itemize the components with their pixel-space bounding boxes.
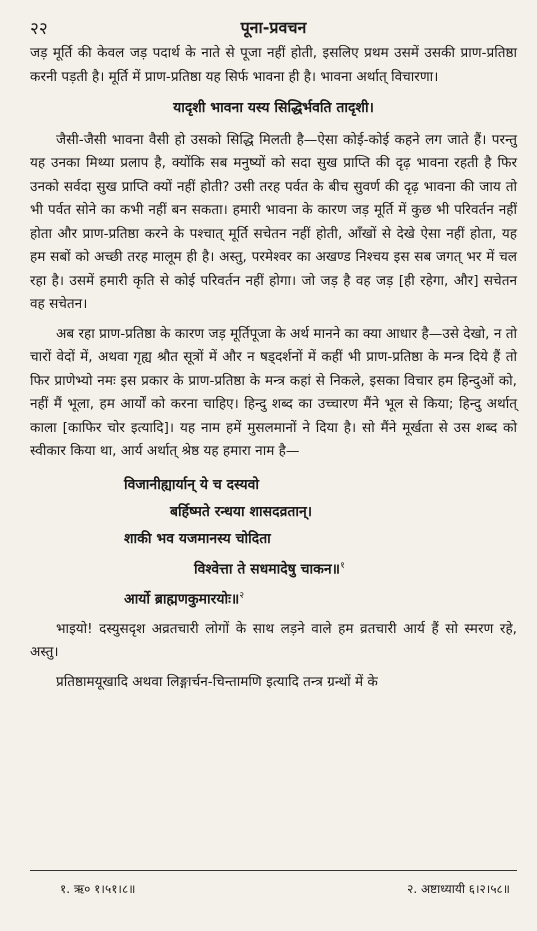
- sanskrit-heading: यादृशी भावना यस्य सिद्धिर्भवति तादृशी।: [173, 100, 374, 116]
- running-title: पूना-प्रवचन: [240, 18, 307, 37]
- paragraph-5: प्रतिष्ठामयूखादि अथवा लिङ्गार्चन-चिन्तामणि इत्यादि तन्त्र ग्रन्थों में के: [56, 673, 378, 690]
- paragraph-1: जड़ मूर्ति की केवल जड़ पदार्थ के नाते से पूजा नहीं होती, इसलिए प्रथम उसमें उसकी प्राण-प्रतिष्ठा करनी पड़ती है। मूर्ति में प्राण-प्रतिष्ठा यह सिर्फ भावना ही है। भावना अर्थात् विचारणा।: [30, 45, 517, 85]
- paragraph-4: भाइयो! दस्युसदृश अव्रतचारी लोगों के साथ लड़ने वाले हम व्रतचारी आर्य हैं सो स्मरण रहे, अस्तु।: [30, 620, 517, 661]
- verse-line-4-text: विश्वेत्ता ते सधमादेषु चाकन॥: [194, 561, 341, 578]
- page-header: [30, 14, 517, 42]
- footnote-mark-2: २: [239, 591, 245, 602]
- verse-line-2: बर्हिष्मते रन्धया शासदव्रतान्।: [170, 503, 313, 520]
- verse-line-5-text: आर्यो ब्राह्मणकुमारयोः॥: [124, 591, 240, 608]
- footnotes: [60, 880, 510, 897]
- page-number: २२: [30, 19, 48, 39]
- verse-line-5: [30, 583, 517, 614]
- verse-line-3: शाकी भव यजमानस्य चोदिता: [124, 530, 271, 547]
- paragraph-3: अब रहा प्राण-प्रतिष्ठा के कारण जड़ मूर्तिपूजा के अर्थ मानने का क्या आधार है—उसे देखो, न तो चारों वेदों में, अथवा गृह्य श्रौत सूत्रों में और न षड्दर्शनों में कहीं भी प्राण-प्रतिष्ठा के मन्त्र दिये हैं तो फिर प्राणेभ्यो नमः इस प्रकार के प्राण-प्रतिष्ठा के मन्त्र कहां से निकले, इसका विचार हम हिन्दुओं को, नहीं मैं भूला, हम आर्यों को करना चाहिए। हिन्दु शब्द का उच्चारण मैंने भूल से किया; हिन्दु अर्थात् काला [काफिर चोर इत्यादि]। यह नाम हमें मुसलमानों ने दिया है। सो मैंने मूर्खता से उस शब्द को स्वीकार किया था, आर्य अर्थात् श्रेष्ठ यह हमारा नाम है—: [30, 325, 517, 459]
- verse-line-4: [30, 553, 517, 584]
- footnote-mark-1: १: [340, 560, 345, 571]
- footnote-1: १. ऋ० १।५१।८॥: [60, 882, 136, 896]
- footnote-2: २. अष्टाध्यायी ६।२।५८॥: [407, 882, 510, 896]
- verse-line-1: विजानीह्यार्यान् ये च दस्यवो: [124, 476, 260, 493]
- paragraph-2: जैसी-जैसी भावना वैसी हो उसको सिद्धि मिलती है—ऐसा कोई-कोई कहने लग जाते हैं। परन्तु यह उनका मिथ्या प्रलाप है, क्योंकि सब मनुष्यों को सदा सुख प्राप्ति की दृढ़ भावना रहती है फिर उनको सर्वदा सुख प्राप्ति क्यों नहीं होती? उसी तरह पर्वत के बीच सुवर्ण की दृढ़ भावना की जाय तो भी पर्वत सोने का कभी नहीं बन सकता। हमारी भावना के कारण जड़ मूर्ति में कुछ भी परिवर्तन नहीं होता और प्राण-प्रतिष्ठा करने के पश्चात् मूर्ति सचेतन नहीं होती, आँखों से देखे ऐसा नहीं होता, यह हम सबों को अच्छी तरह मालूम ही है। अस्तु, परमेश्वर का अखण्ड निश्चय इस सब जगत् भर में चल रहा है। उसमें हमारी कृति से कोई परिवर्तन नहीं होगा। जो जड़ है वह जड़ [ही रहेगा, और] सचेतन वह सचेतन।: [30, 131, 517, 312]
- body-text: [30, 42, 517, 694]
- verse-block: [30, 472, 517, 614]
- footnote-divider: [30, 870, 517, 871]
